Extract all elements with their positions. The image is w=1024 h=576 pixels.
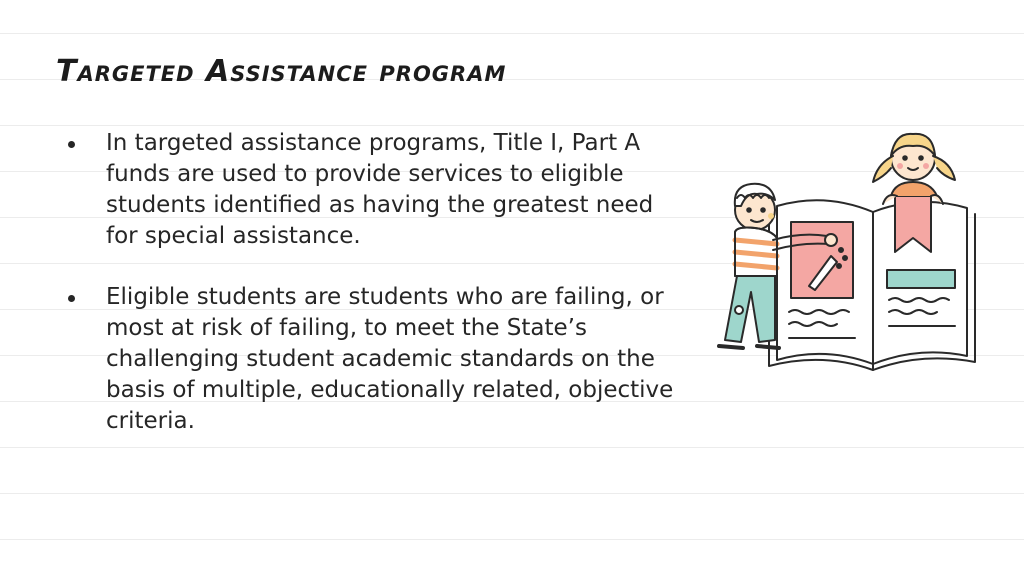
slide-title: Targeted Assistance program <box>56 54 507 89</box>
bullet-list <box>62 128 682 467</box>
bullet-item <box>62 128 682 252</box>
book-teal-box <box>887 270 955 288</box>
bullet-text: Eligible students are students who are failing, or most at risk of failing, to meet the State’s challenging student academic standards on the basis of multiple, educationally related, objective criteria. <box>106 284 674 434</box>
bullet-text: In targeted assistance programs, Title I, Part A funds are used to provide services to eligible students identified as having the greatest need for special assistance. <box>106 130 654 249</box>
bullet-dot-icon <box>68 295 75 302</box>
bullet-item <box>62 282 682 437</box>
children-reading-book-icon <box>705 126 980 371</box>
bullet-dot-icon <box>68 141 75 148</box>
